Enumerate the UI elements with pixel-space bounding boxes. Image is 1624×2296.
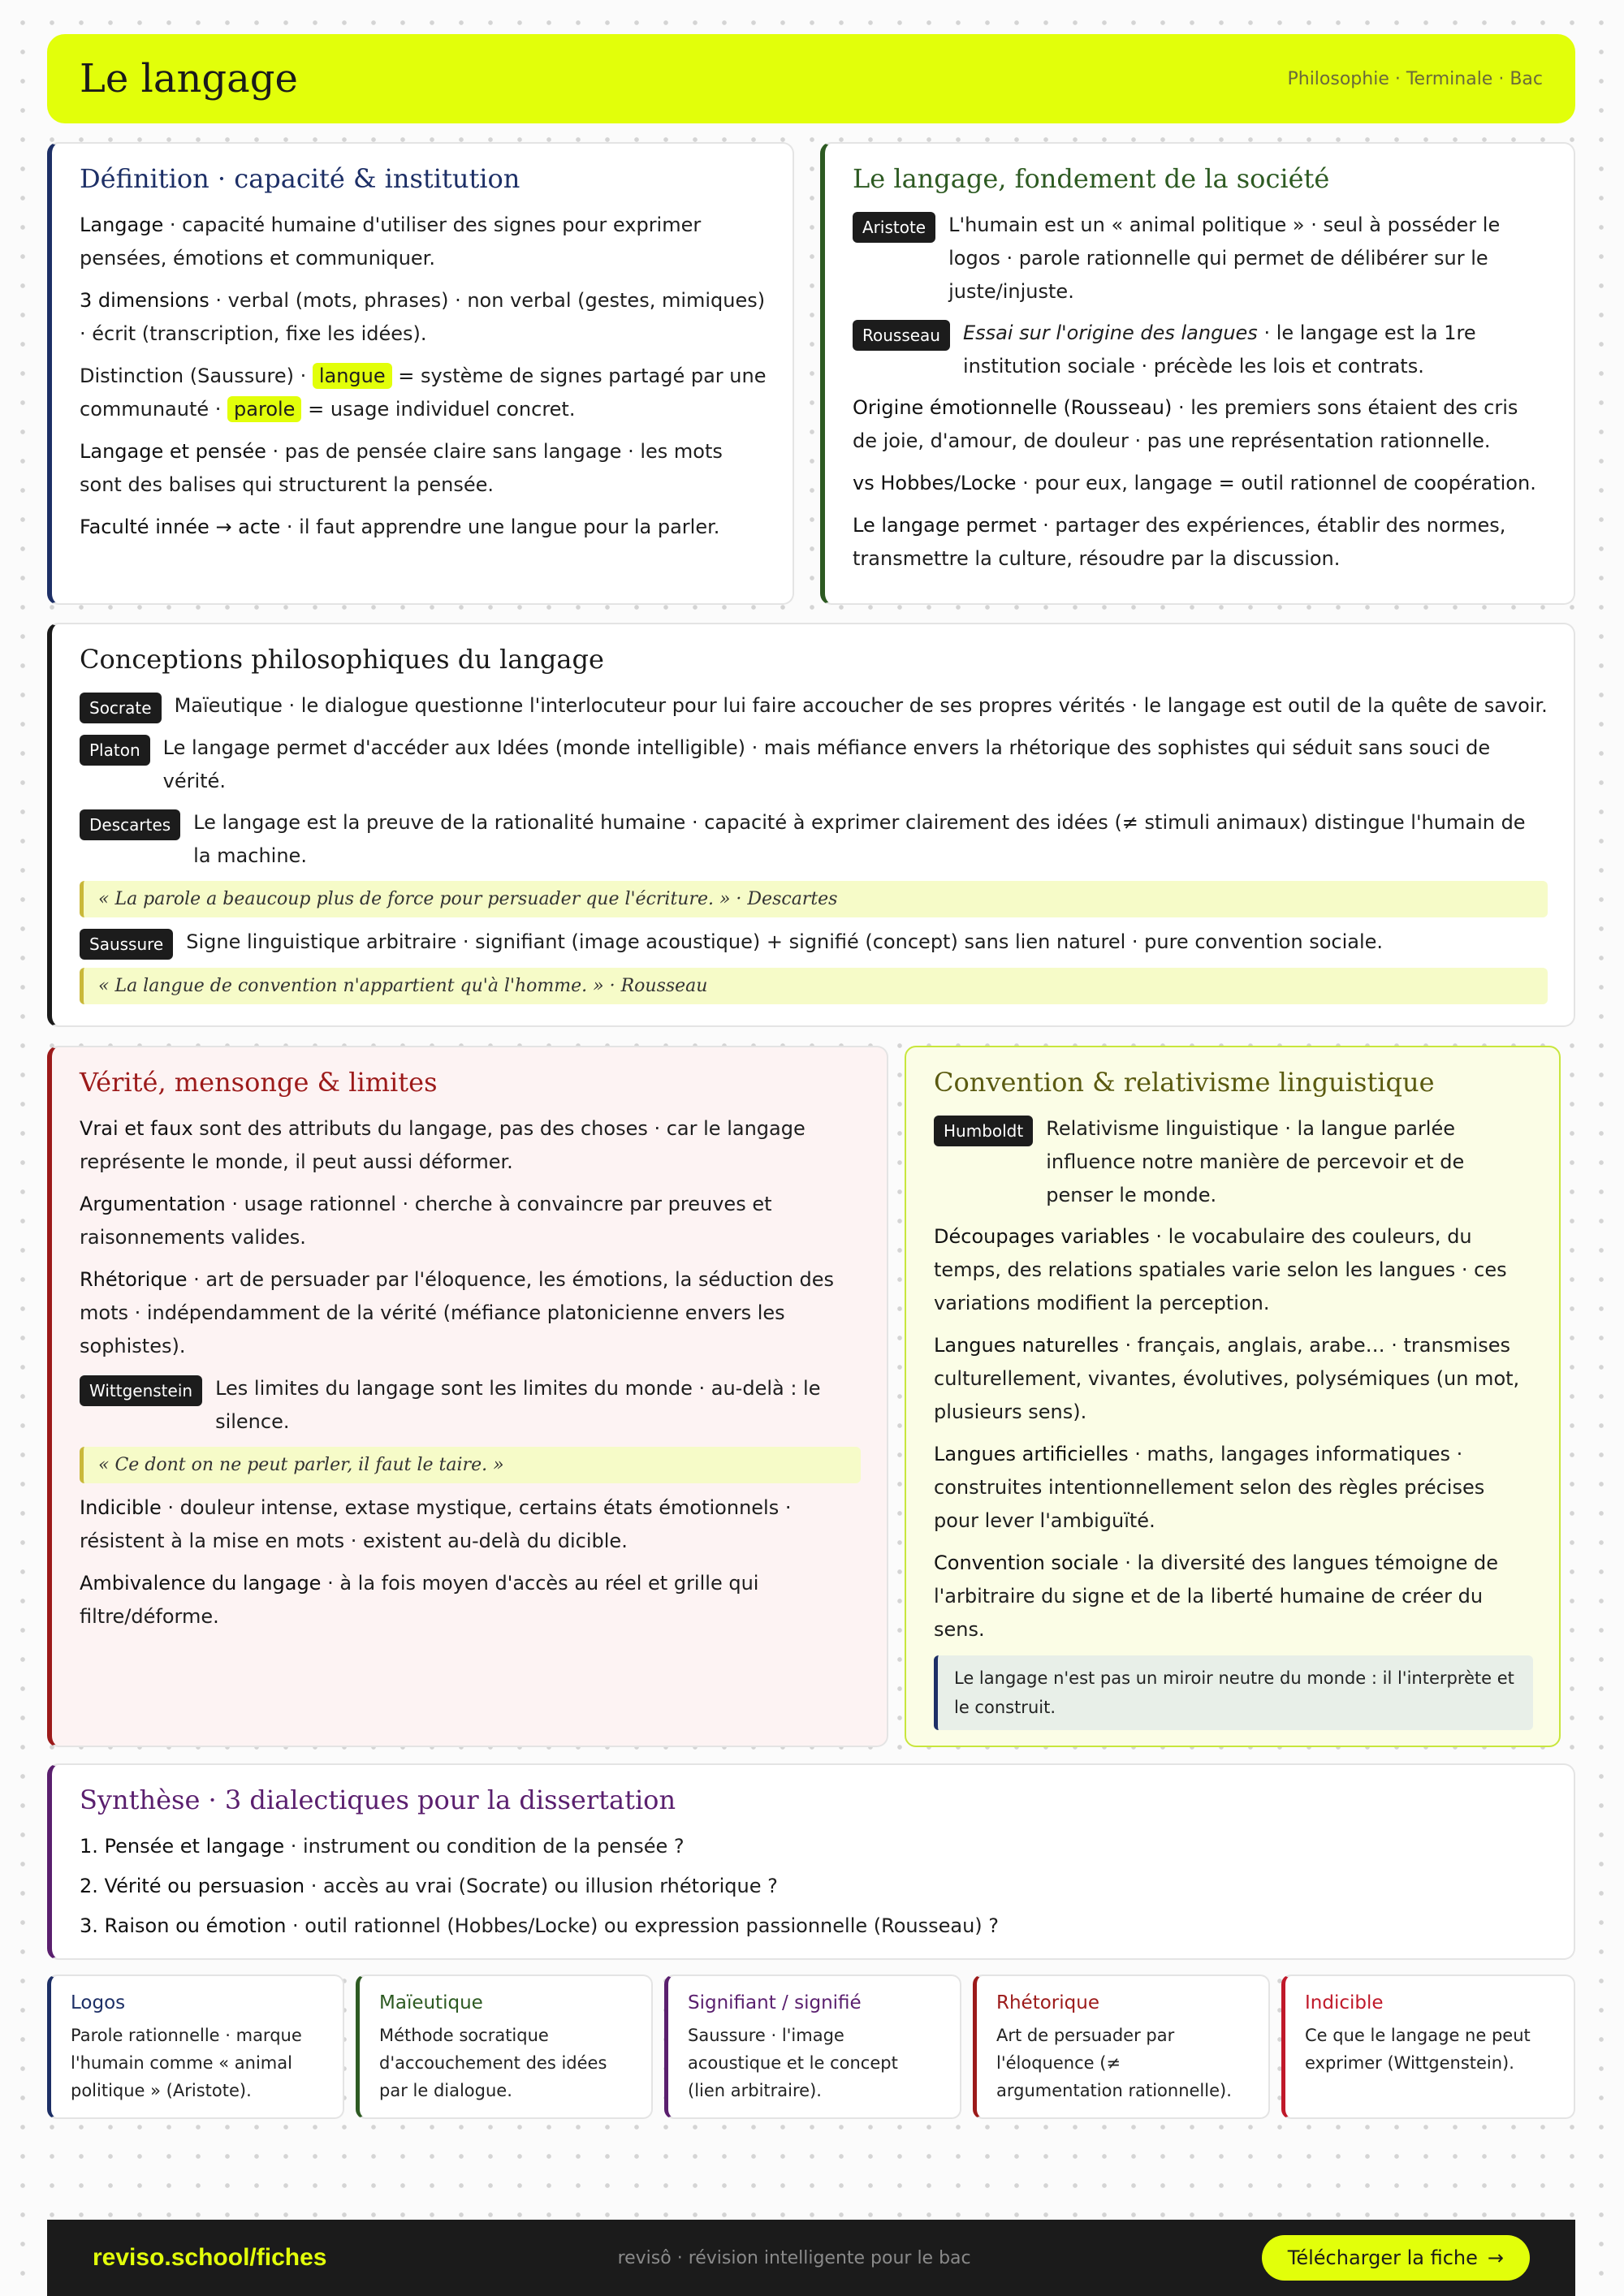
glossary-card-signifiant	[664, 1974, 961, 2119]
verite-item: Indicible · douleur intense, extase mystique, certains états émotionnels · résistent à la mise en mots · existent au-delà du dicible.	[80, 1496, 792, 1552]
glossary-term: Rhétorique	[996, 1992, 1099, 2013]
wittgenstein-row: Wittgenstein Les limites du langage sont les limites du monde · au-delà : le silence.	[80, 1372, 861, 1439]
aristote-row: Aristote L'humain est un « animal politique » · seul à posséder le logos · parole rationnelle qui permet de délibérer sur le juste/injuste.	[853, 209, 1548, 309]
quote-wittgenstein: « Ce dont on ne peut parler, il faut le taire. »	[80, 1447, 861, 1483]
key-note: Le langage n'est pas un miroir neutre du monde : il l'interprète et le construit.	[934, 1655, 1533, 1730]
society-item: vs Hobbes/Locke · pour eux, langage = outil rationnel de coopération.	[853, 472, 1536, 494]
glossary-definition: Parole rationnelle · marque l'humain comme « animal politique » (Aristote).	[71, 2026, 302, 2100]
socrate-row: Socrate Maïeutique · le dialogue questionne l'interlocuteur pour lui faire accoucher de ses propres vérités · le langage est outil de la quête de savoir.	[80, 689, 1548, 723]
glossary-card-logos	[47, 1974, 344, 2119]
humboldt-row: Humboldt Relativisme linguistique · la langue parlée influence notre manière de percevoir et de penser le monde.	[934, 1112, 1533, 1212]
verite-title: Vérité, mensonge & limites	[80, 1067, 438, 1098]
verite-card	[47, 1046, 888, 1747]
convention-card	[905, 1046, 1561, 1747]
author-tag: Wittgenstein	[80, 1375, 202, 1406]
brand-link[interactable]: reviso.school/fiches	[93, 2244, 327, 2271]
descartes-row: Descartes Le langage est la preuve de la rationalité humaine · capacité à exprimer clairement des idées (≠ stimuli animaux) distingue l'humain de la machine.	[80, 806, 1548, 873]
convention-item: Langues naturelles · français, anglais, arabe… · transmises culturellement, vivantes, évolutives, polysémiques (un mot, plusieurs sens).	[934, 1334, 1520, 1423]
definition-item: Langage et pensée · pas de pensée claire sans langage · les mots sont des balises qui structurent la pensée.	[80, 440, 723, 496]
author-tag: Platon	[80, 735, 150, 766]
author-tag: Humboldt	[934, 1116, 1033, 1146]
page-meta: Philosophie · Terminale · Bac	[1287, 68, 1543, 89]
society-item: Origine émotionnelle (Rousseau) · les premiers sons étaient des cris de joie, d'amour, de douleur · pas une représentation rationnelle.	[853, 396, 1518, 452]
glossary-definition: Ce que le langage ne peut exprimer (Wittgenstein).	[1305, 2026, 1531, 2073]
highlight-langue: langue	[313, 363, 392, 389]
platon-row: Platon Le langage permet d'accéder aux Idées (monde intelligible) · mais méfiance envers la rhétorique des sophistes qui séduit sans souci de vérité.	[80, 732, 1548, 798]
header-banner	[47, 34, 1575, 123]
synthese-title: Synthèse · 3 dialectiques pour la dissertation	[80, 1785, 676, 1815]
author-tag: Descartes	[80, 809, 180, 840]
convention-item: Découpages variables · le vocabulaire des couleurs, du temps, des relations spatiales varie selon les langues · ces variations modifient la perception.	[934, 1225, 1507, 1314]
society-title: Le langage, fondement de la société	[853, 163, 1330, 194]
glossary-definition: Méthode socratique d'accouchement des idées par le dialogue.	[379, 2026, 607, 2100]
conceptions-title: Conceptions philosophiques du langage	[80, 644, 604, 675]
convention-title: Convention & relativisme linguistique	[934, 1067, 1435, 1098]
glossary-term: Indicible	[1305, 1992, 1384, 2013]
arrow-right-icon: →	[1487, 2246, 1504, 2269]
definition-item: Faculté innée → acte · il faut apprendre une langue pour la parler.	[80, 516, 720, 538]
author-tag: Saussure	[80, 929, 173, 960]
synthese-card	[47, 1763, 1575, 1960]
definition-card	[47, 142, 794, 605]
saussure-distinction: Distinction (Saussure) · langue = système de signes partagé par une communauté · parole = usage individuel concret.	[80, 365, 767, 421]
definition-item: Langage · capacité humaine d'utiliser des signes pour exprimer pensées, émotions et communiquer.	[80, 214, 702, 270]
rousseau-row: Rousseau Essai sur l'origine des langues · le langage est la 1re institution sociale · précède les lois et contrats.	[853, 317, 1548, 383]
verite-item: Vrai et faux sont des attributs du langage, pas des choses · car le langage représente le monde, il peut aussi déformer.	[80, 1117, 806, 1173]
saussure-row: Saussure Signe linguistique arbitraire · signifiant (image acoustique) + signifié (concept) sans lien naturel · pure convention sociale.	[80, 926, 1548, 960]
conceptions-card	[47, 623, 1575, 1027]
author-tag: Socrate	[80, 693, 162, 723]
glossary-card-rhetorique	[973, 1974, 1270, 2119]
definition-title: Définition · capacité & institution	[80, 163, 520, 194]
page-title: Le langage	[80, 56, 298, 101]
convention-item: Convention sociale · la diversité des langues témoigne de l'arbitraire du signe et de la liberté humaine de créer du sens.	[934, 1552, 1499, 1641]
footer-bar	[47, 2220, 1575, 2296]
download-button[interactable]	[1262, 2235, 1530, 2281]
download-button-label: Télécharger la fiche	[1287, 2246, 1478, 2269]
glossary-definition: Saussure · l'image acoustique et le concept (lien arbitraire).	[688, 2026, 898, 2100]
quote-rousseau: « La langue de convention n'appartient qu'à l'homme. » · Rousseau	[80, 968, 1548, 1004]
synthese-item: 2. Vérité ou persuasion · accès au vrai (Socrate) ou illusion rhétorique ?	[80, 1875, 778, 1897]
glossary-card-maieutique	[356, 1974, 653, 2119]
highlight-parole: parole	[227, 396, 301, 422]
verite-item: Argumentation · usage rationnel · cherche à convaincre par preuves et raisonnements valides.	[80, 1193, 772, 1249]
verite-item: Rhétorique · art de persuader par l'éloquence, les émotions, la séduction des mots · indépendamment de la vérité (méfiance platonicienne envers les sophistes).	[80, 1268, 835, 1357]
synthese-item: 1. Pensée et langage · instrument ou condition de la pensée ?	[80, 1835, 685, 1858]
society-card	[820, 142, 1575, 605]
glossary-term: Signifiant / signifié	[688, 1992, 862, 2013]
author-tag: Aristote	[853, 212, 935, 243]
synthese-item: 3. Raison ou émotion · outil rationnel (Hobbes/Locke) ou expression passionnelle (Rousseau) ?	[80, 1914, 1000, 1937]
society-item: Le langage permet · partager des expériences, établir des normes, transmettre la culture, résoudre par la discussion.	[853, 514, 1506, 570]
quote-descartes: « La parole a beaucoup plus de force pour persuader que l'écriture. » · Descartes	[80, 881, 1548, 917]
footer-tagline: revisô · révision intelligente pour le bac	[617, 2247, 971, 2268]
glossary-term: Maïeutique	[379, 1992, 483, 2013]
glossary-card-indicible	[1281, 1974, 1575, 2119]
convention-item: Langues artificielles · maths, langages informatiques · construites intentionnellement selon des règles précises pour lever l'ambiguïté.	[934, 1443, 1485, 1532]
author-tag: Rousseau	[853, 320, 950, 351]
verite-item: Ambivalence du langage · à la fois moyen d'accès au réel et grille qui filtre/déforme.	[80, 1572, 759, 1628]
definition-item: 3 dimensions · verbal (mots, phrases) · non verbal (gestes, mimiques) · écrit (transcription, fixe les idées).	[80, 289, 766, 345]
glossary-term: Logos	[71, 1992, 126, 2013]
glossary-definition: Art de persuader par l'éloquence (≠ argumentation rationnelle).	[996, 2026, 1232, 2100]
